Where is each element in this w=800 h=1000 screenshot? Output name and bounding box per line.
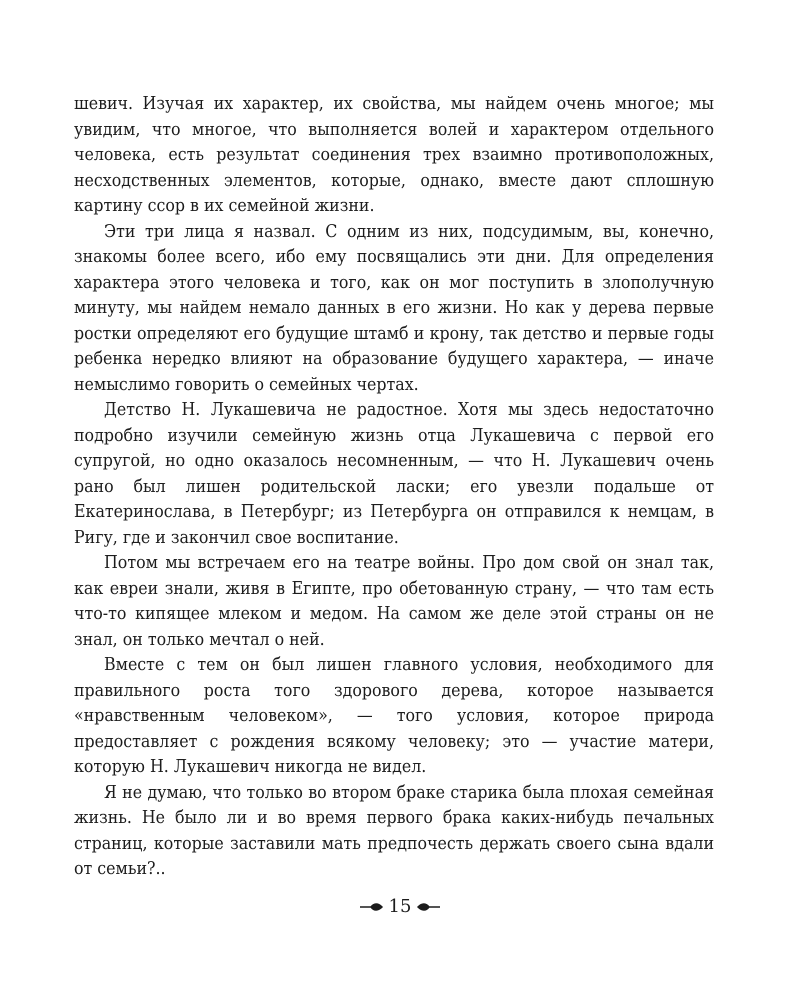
paragraph: Эти три лица я назвал. С одним из них, подсудимым, вы, конечно, знакомы более всего, ибо ему посвящались эти дни. Для определения характера этого человека и того, как он мог поступить в злополучную минуту, мы найдем немало данных в его жизни. Но как у дерева первые ростки определяют его будущие штамб и крону, так детство и первые годы ребенка нередко влияют на образование будущего характера, — иначе немыслимо говорить о семейных чертах. — [74, 221, 714, 395]
page-footer — [0, 896, 800, 917]
ornament-right-icon — [417, 901, 441, 913]
paragraph: Детство Н. Лукашевича не радостное. Хотя мы здесь недостаточно подробно изучили семейную жизнь отца Лукашевича с первой его супругой, но одно оказалось несомненным, — что Н. Лукашевич очень рано был лишен родительской ласки; его увезли подальше от Екатеринослава, в Петербург; из Петербурга он отправился к немцам, в Ригу, где и закончил свое воспитание. — [74, 400, 714, 548]
body-text — [74, 92, 714, 883]
ornament-left-icon — [359, 901, 383, 913]
paragraph-continuation: шевич. Изучая их характер, их свойства, мы найдем очень многое; мы увидим, что многое, что выполняется волей и характером отдельного человека, есть результат соединения трех взаимно противоположных, несходственных элементов, которые, однако, вместе дают сплошную картину ссор в их семейной жизни. — [74, 94, 714, 216]
paragraph: Я не думаю, что только во втором браке старика была плохая семейная жизнь. Не было ли и во время первого брака каких-нибудь печальных страниц, которые заставили мать предпочесть держать своего сына вдали от семьи?.. — [74, 782, 714, 879]
paragraph: Вместе с тем он был лишен главного условия, необходимого для правильного роста того здорового дерева, которое называется «нравственным человеком», — того условия, которое природа предоставляет с рождения всякому человеку; это — участие матери, которую Н. Лукашевич никогда не видел. — [74, 655, 714, 777]
page-number: 15 — [388, 896, 412, 917]
paragraph: Потом мы встречаем его на театре войны. Про дом свой он знал так, как евреи знали, живя в Египте, про обетованную страну, — что там есть что-то кипящее млеком и медом. На самом же деле этой страны он не знал, он только мечтал о ней. — [74, 553, 714, 650]
